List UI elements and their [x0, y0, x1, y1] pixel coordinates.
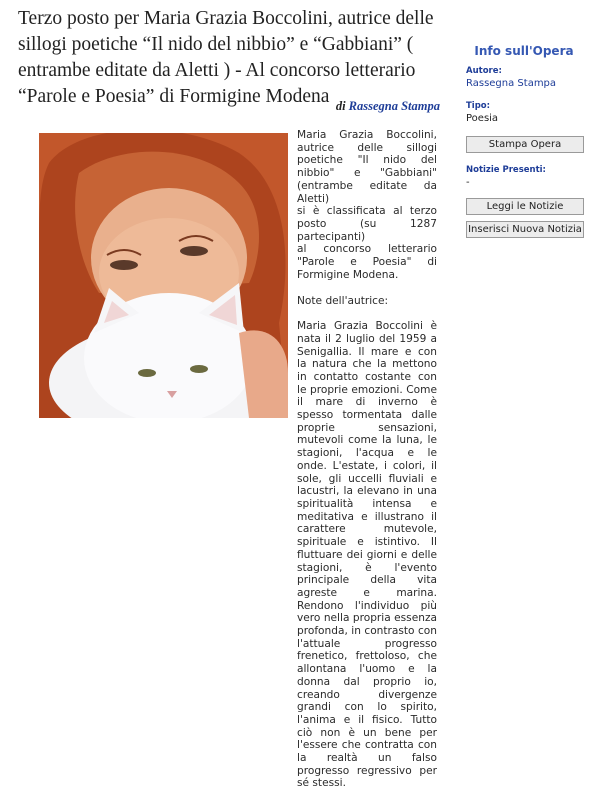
byline-author-link[interactable]: Rassegna Stampa [348, 99, 440, 113]
byline [300, 99, 440, 114]
intro-line-3: al concorso letterario "Parole e Poesia" di Formigine Modena. [297, 243, 437, 281]
article-body [297, 129, 437, 790]
article-title: Terzo posto per Maria Grazia Boccolini, autrice delle sillogi poetiche “Il nido del nibbio” e “Gabbiani” ( entrambe editate da Aletti ) - Al concorso letterario “Parole e Poesia” di Formigine Modena [18, 8, 434, 107]
print-work-button[interactable]: Stampa Opera [466, 136, 584, 153]
notes-text: Maria Grazia Boccolini è nata il 2 luglio del 1959 a Senigallia. Il mare e con la natura che la mettono in contatto costante con le proprie emozioni. Come il mare di inverno è spesso tormentata dalle proprie sensazioni, mutevoli come la luna, le stagioni, l'acqua e le onde. L'estate, i colori, il sole, gli uccelli fluviali e lacustri, la elevano in una spiritualità intensa e meditativa e illustrano il carattere mutevole, spirituale e istintivo. Il fluttuare dei giorni e delle stagioni, è l'evento principale della vita agreste e marina. Rendono l'individuo più vero nella propria essenza profonda, in contrasto con l'attuale progresso frenetico, frettoloso, che allontana l'uomo e la donna dal proprio io, creando divergenze grandi con lo spirito, l'anima e il fisico. Tutto ciò non è un bene per l'essere che contratta con la realtà un falso progresso regressivo per sé stessi. [297, 320, 437, 790]
type-label: Tipo: [466, 101, 491, 111]
add-news-button[interactable]: Inserisci Nuova Notizia [466, 221, 584, 238]
author-photo [39, 133, 288, 418]
author-label: Autore: [466, 66, 502, 76]
intro-line-1: Maria Grazia Boccolini, autrice delle sillogi poetiche "Il nido del nibbio" e "Gabbiani" (entrambe editate da Aletti) [297, 129, 437, 205]
type-value: Poesia [466, 113, 499, 124]
author-value-link[interactable]: Rassegna Stampa [466, 78, 557, 89]
work-info-sidebar [458, 38, 590, 238]
byline-prefix: di [335, 99, 346, 113]
read-news-button[interactable]: Leggi le Notizie [466, 198, 584, 215]
sidebar-title: Info sull'Opera [474, 44, 574, 58]
intro-line-2: si è classificata al terzo posto (su 1287 partecipanti) [297, 205, 437, 243]
news-value: - [466, 177, 470, 188]
news-label: Notizie Presenti: [466, 165, 546, 175]
notes-heading: Note dell'autrice: [297, 295, 389, 308]
